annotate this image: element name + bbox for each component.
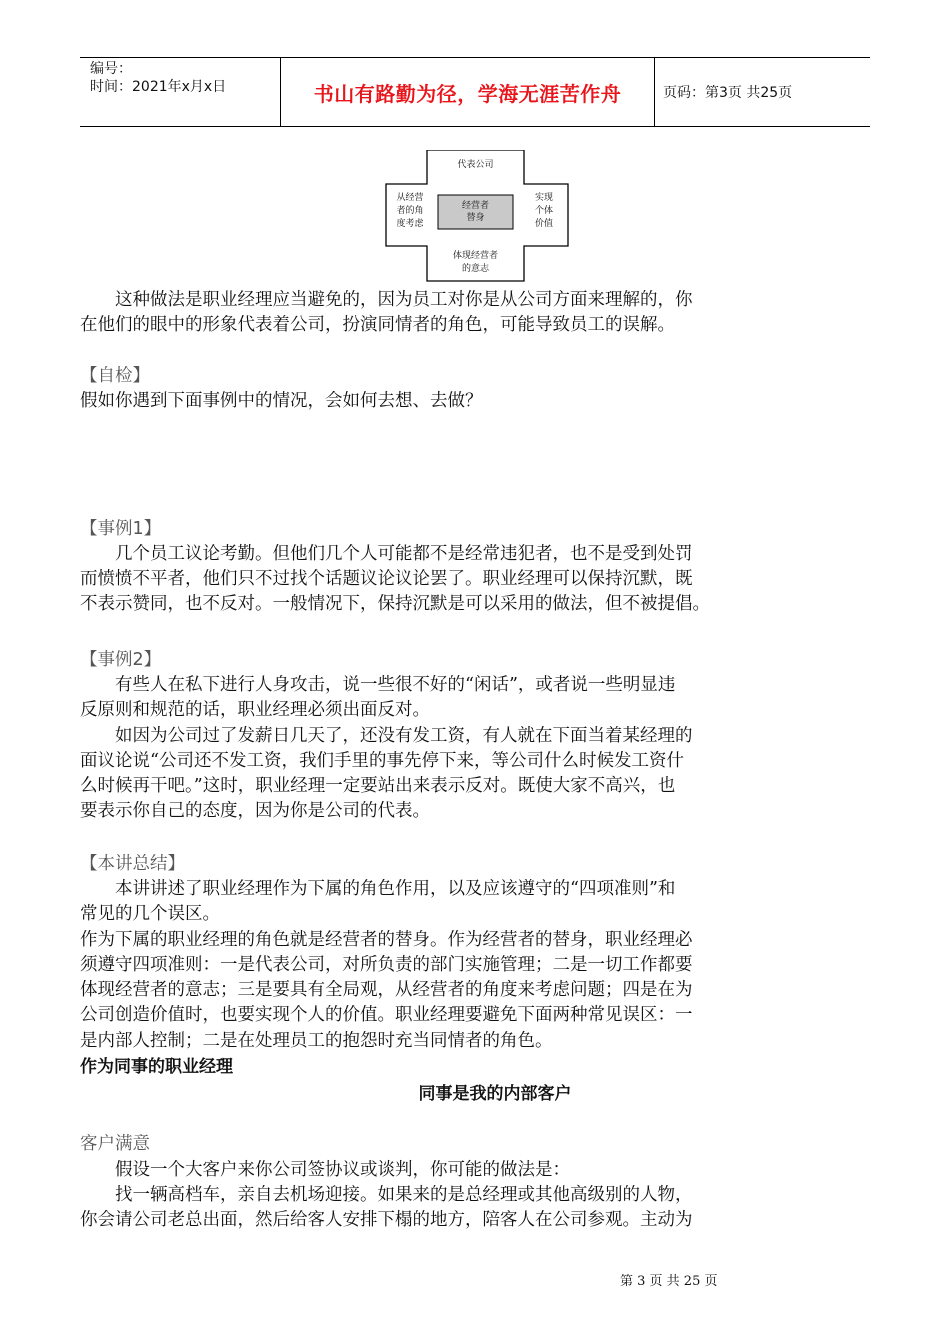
header-page-cell — [655, 58, 870, 126]
paragraph-line: 假设一个大客户来你公司签协议或谈判，你可能的做法是： — [80, 1160, 570, 1180]
motto-text: 书山有路勤为径，学海无涯苦作舟 — [313, 81, 622, 106]
diagram-bottom-label-2: 的意志 — [461, 264, 489, 274]
diagram-right-label-3: 价值 — [534, 219, 553, 229]
case2-heading: 【事例2】 — [80, 650, 162, 670]
diagram-bottom-label-1: 体现经营者 — [452, 251, 498, 261]
number-label: 编号： — [90, 61, 132, 77]
paragraph-line: 有些人在私下进行人身攻击，说一些很不好的“闲话”，或者说一些明显违 — [80, 675, 676, 695]
diagram-center-label-1: 经营者 — [461, 201, 489, 211]
paragraph-line: 作为下属的职业经理的角色就是经营者的替身。作为经营者的替身，职业经理必 — [80, 930, 693, 950]
paragraph-line: 本讲讲述了职业经理作为下属的角色作用，以及应该遵守的“四项准则”和 — [80, 879, 676, 899]
subsection-title: 同事是我的内部客户 — [418, 1084, 572, 1104]
paragraph-line: 如因为公司过了发薪日几天了，还没有发工资，有人就在下面当着某经理的 — [80, 726, 693, 746]
paragraph-line: 这种做法是职业经理应当避免的，因为员工对你是从公司方面来理解的，你 — [80, 290, 693, 310]
diagram-left-label-2: 者的角 — [396, 206, 424, 216]
header-motto-cell — [281, 58, 655, 126]
selfcheck-heading: 【自检】 — [80, 366, 150, 386]
selfcheck-question: 假如你遇到下面事例中的情况，会如何去想、去做？ — [80, 391, 483, 411]
paragraph-line: 几个员工议论考勤。但他们几个人可能都不是经常违犯者，也不是受到处罚 — [80, 544, 693, 564]
time-label: 时间：2021年x月x日 — [90, 79, 227, 95]
diagram-right-label-2: 个体 — [534, 206, 553, 216]
paragraph-line: 而愤愤不平者，他们只不过找个话题议论议论罢了。职业经理可以保持沉默，既 — [80, 569, 693, 589]
paragraph-line: 公司创造价值时，也要实现个人的价值。职业经理要避免下面两种常见误区：一 — [80, 1005, 693, 1025]
section-title: 作为同事的职业经理 — [80, 1057, 233, 1077]
page-footer: 第 3 页 共 25 页 — [620, 1274, 718, 1289]
page-header — [80, 57, 870, 127]
page-info: 页码：第3页 共25页 — [663, 85, 793, 101]
paragraph-line: 须遵守四项准则：一是代表公司，对所负责的部门实施管理；二是一切工作都要 — [80, 955, 693, 975]
header-meta-cell — [80, 58, 281, 126]
paragraph-line: 是内部人控制；二是在处理员工的抱怨时充当同情者的角色。 — [80, 1031, 553, 1051]
diagram-center-label-2: 替身 — [466, 213, 485, 223]
paragraph-line: 不表示赞同，也不反对。一般情况下，保持沉默是可以采用的做法，但不被提倡。 — [80, 594, 710, 614]
paragraph-line: 常见的几个误区。 — [80, 904, 220, 924]
diagram-right-label-1: 实现 — [534, 193, 553, 203]
paragraph-line: 找一辆高档车，亲自去机场迎接。如果来的是总经理或其他高级别的人物， — [80, 1185, 693, 1205]
diagram-top-label: 代表公司 — [457, 160, 494, 170]
paragraph-line: 要表示你自己的态度，因为你是公司的代表。 — [80, 801, 430, 821]
case1-heading: 【事例1】 — [80, 519, 162, 539]
diagram-left-label-3: 度考虑 — [396, 219, 424, 229]
paragraph-line: 在他们的眼中的形象代表着公司，扮演同情者的角色，可能导致员工的误解。 — [80, 315, 675, 335]
paragraph-line: 你会请公司老总出面，然后给客人安排下榻的地方，陪客人在公司参观。主动为 — [80, 1210, 693, 1230]
customer-heading: 客户满意 — [80, 1134, 150, 1154]
role-diagram — [385, 150, 570, 282]
paragraph-line: 么时候再干吧。”这时，职业经理一定要站出来表示反对。既使大家不高兴，也 — [80, 776, 676, 796]
paragraph-line: 反原则和规范的话，职业经理必须出面反对。 — [80, 700, 430, 720]
summary-heading: 【本讲总结】 — [80, 854, 185, 874]
paragraph-line: 体现经营者的意志；三是要具有全局观，从经营者的角度来考虑问题；四是在为 — [80, 980, 693, 1000]
paragraph-line: 面议论说“公司还不发工资，我们手里的事先停下来，等公司什么时候发工资什 — [80, 751, 684, 771]
diagram-left-label-1: 从经营 — [396, 193, 424, 203]
